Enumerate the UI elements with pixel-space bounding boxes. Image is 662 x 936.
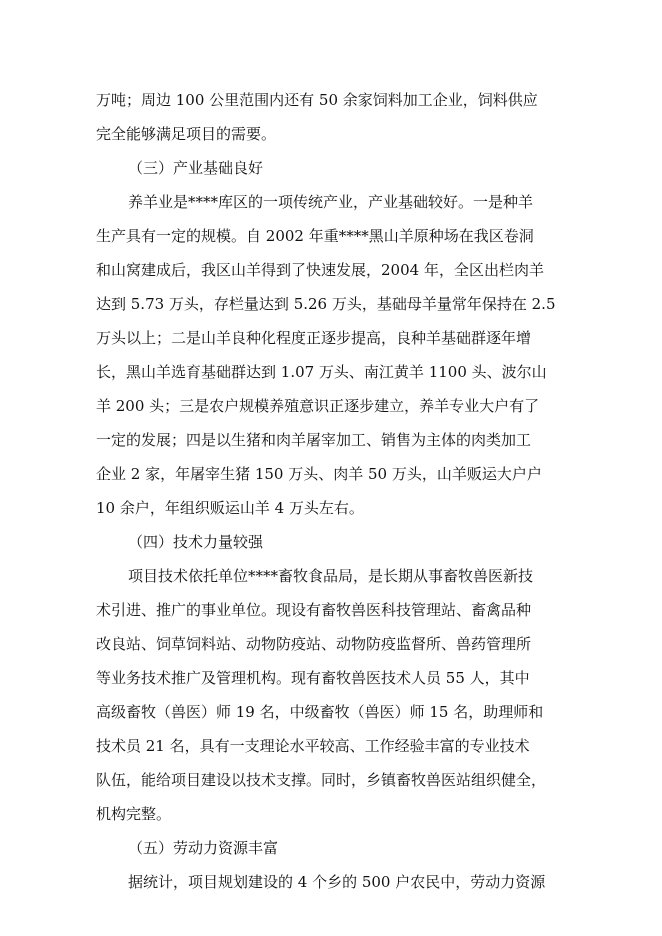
- paragraph-line: 术引进、推广的事业单位。现设有畜牧兽医科技管理站、畜禽品种: [96, 601, 532, 619]
- paragraph-line: 10 余户，年组织贩运山羊 4 万头左右。: [96, 499, 364, 517]
- section-heading-3: （三）产业基础良好: [128, 159, 264, 177]
- paragraph-line: 等业务技术推广及管理机构。现有畜牧兽医技术人员 55 人，其中: [96, 669, 530, 687]
- section-heading-4: （四）技术力量较强: [128, 533, 264, 551]
- paragraph-line: 和山窝建成后，我区山羊得到了快速发展，2004 年，全区出栏肉羊: [96, 261, 544, 279]
- paragraph-line: 高级畜牧（兽医）师 19 名，中级畜牧（兽医）师 15 名，助理师和: [96, 703, 544, 721]
- paragraph-line: 羊 200 头；三是农户规模养殖意识正逐步建立，养羊专业大户有了: [96, 397, 540, 415]
- paragraph-line: 改良站、饲草饲料站、动物防疫站、动物防疫监督所、兽药管理所: [96, 635, 532, 653]
- paragraph-line: 万吨；周边 100 公里范围内还有 50 余家饲料加工企业，饲料供应: [96, 91, 538, 109]
- paragraph-line: 达到 5.73 万头，存栏量达到 5.26 万头，基础母羊量常年保持在 2.5: [96, 295, 556, 313]
- paragraph-first-line: 项目技术依托单位****畜牧食品局，是长期从事畜牧兽医新技: [128, 567, 534, 585]
- paragraph-first-line: 养羊业是****库区的一项传统产业，产业基础较好。一是种羊: [128, 193, 534, 211]
- paragraph-line: 一定的发展；四是以生猪和肉羊屠宰加工、销售为主体的肉类加工: [96, 431, 532, 449]
- paragraph-line: 完全能够满足项目的需要。: [96, 125, 277, 143]
- paragraph-line: 企业 2 家，年屠宰生猪 150 万头、肉羊 50 万头，山羊贩运大户户: [96, 465, 542, 483]
- section-heading-5: （五）劳动力资源丰富: [128, 839, 279, 857]
- paragraph-line: 生产具有一定的规模。自 2002 年重****黑山羊原种场在我区卷洞: [96, 227, 534, 245]
- paragraph-first-line: 据统计，项目规划建设的 4 个乡的 500 户农民中，劳动力资源: [128, 873, 546, 891]
- paragraph-line: 万头以上；二是山羊良种化程度正逐步提高，良种羊基础群逐年增: [96, 329, 532, 347]
- paragraph-line: 机构完整。: [96, 805, 172, 823]
- paragraph-line: 长，黑山羊选育基础群达到 1.07 万头、南江黄羊 1100 头、波尔山: [96, 363, 547, 381]
- paragraph-line: 技术员 21 名，具有一支理论水平较高、工作经验丰富的专业技术: [96, 737, 530, 755]
- paragraph-line: 队伍，能给项目建设以技术支撑。同时，乡镇畜牧兽医站组织健全，: [96, 771, 547, 789]
